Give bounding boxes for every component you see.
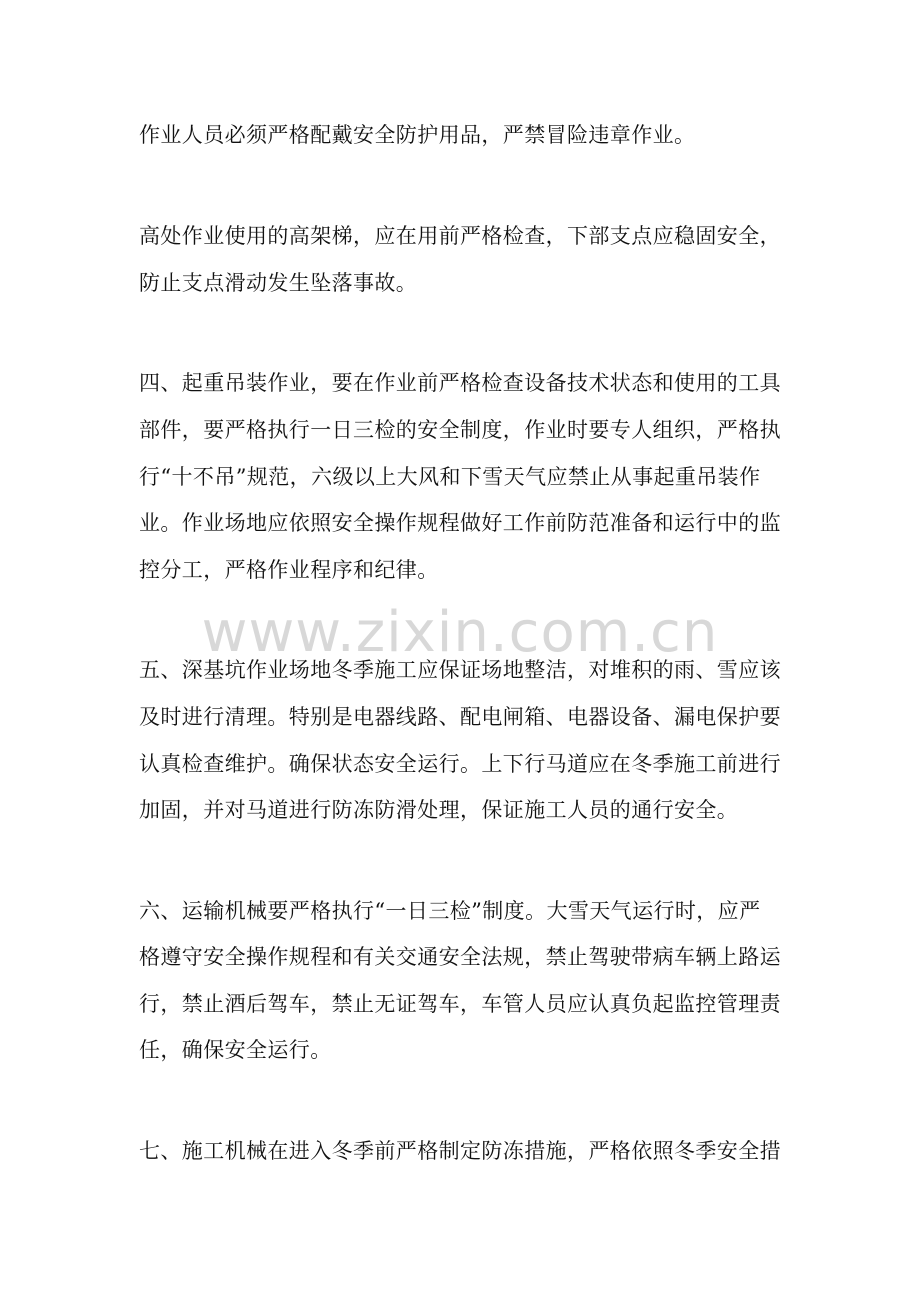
text-line: 行，禁止酒后驾车，禁止无证驾车，车管人员应认真负起监控管理责 [139, 992, 781, 1016]
text-line: 认真检查维护。确保状态安全运行。上下行马道应在冬季施工前进行 [139, 752, 781, 776]
text-line: 六、运输机械要严格执行“一日三检”制度。大雪天气运行时，应严 [139, 899, 761, 923]
text-line: 五、深基坑作业场地冬季施工应保证场地整洁，对堆积的雨、雪应该 [139, 658, 781, 682]
text-line: 部件，要严格执行一日三检的安全制度，作业时要专人组织，严格执 [139, 418, 781, 442]
text-line: 作业人员必须严格配戴安全防护用品，严禁冒险违章作业。 [139, 123, 696, 147]
text-line: 业。作业场地应依照安全操作规程做好工作前防范准备和运行中的监 [139, 511, 781, 535]
text-line: 及时进行清理。特别是电器线路、配电闸箱、电器设备、漏电保护要 [139, 705, 781, 729]
text-line: 加固，并对马道进行防冻防滑处理，保证施工人员的通行安全。 [139, 798, 739, 822]
text-line: 行“十不吊”规范，六级以上大风和下雪天气应禁止从事起重吊装作 [139, 465, 761, 489]
text-line: 防止支点滑动发生坠落事故。 [139, 271, 418, 295]
text-line: 高处作业使用的高架梯，应在用前严格检查，下部支点应稳固安全， [139, 224, 781, 248]
text-line: 七、施工机械在进入冬季前严格制定防冻措施，严格依照冬季安全措 [139, 1139, 781, 1163]
text-line: 控分工，严格作业程序和纪律。 [139, 558, 439, 582]
watermark: www.zixin.com.cn [201, 600, 719, 665]
text-line: 任，确保安全运行。 [139, 1038, 332, 1062]
text-line: 四、起重吊装作业，要在作业前严格检查设备技术状态和使用的工具 [139, 371, 781, 395]
text-line: 格遵守安全操作规程和有关交通安全法规，禁止驾驶带病车辆上路运 [139, 945, 781, 969]
